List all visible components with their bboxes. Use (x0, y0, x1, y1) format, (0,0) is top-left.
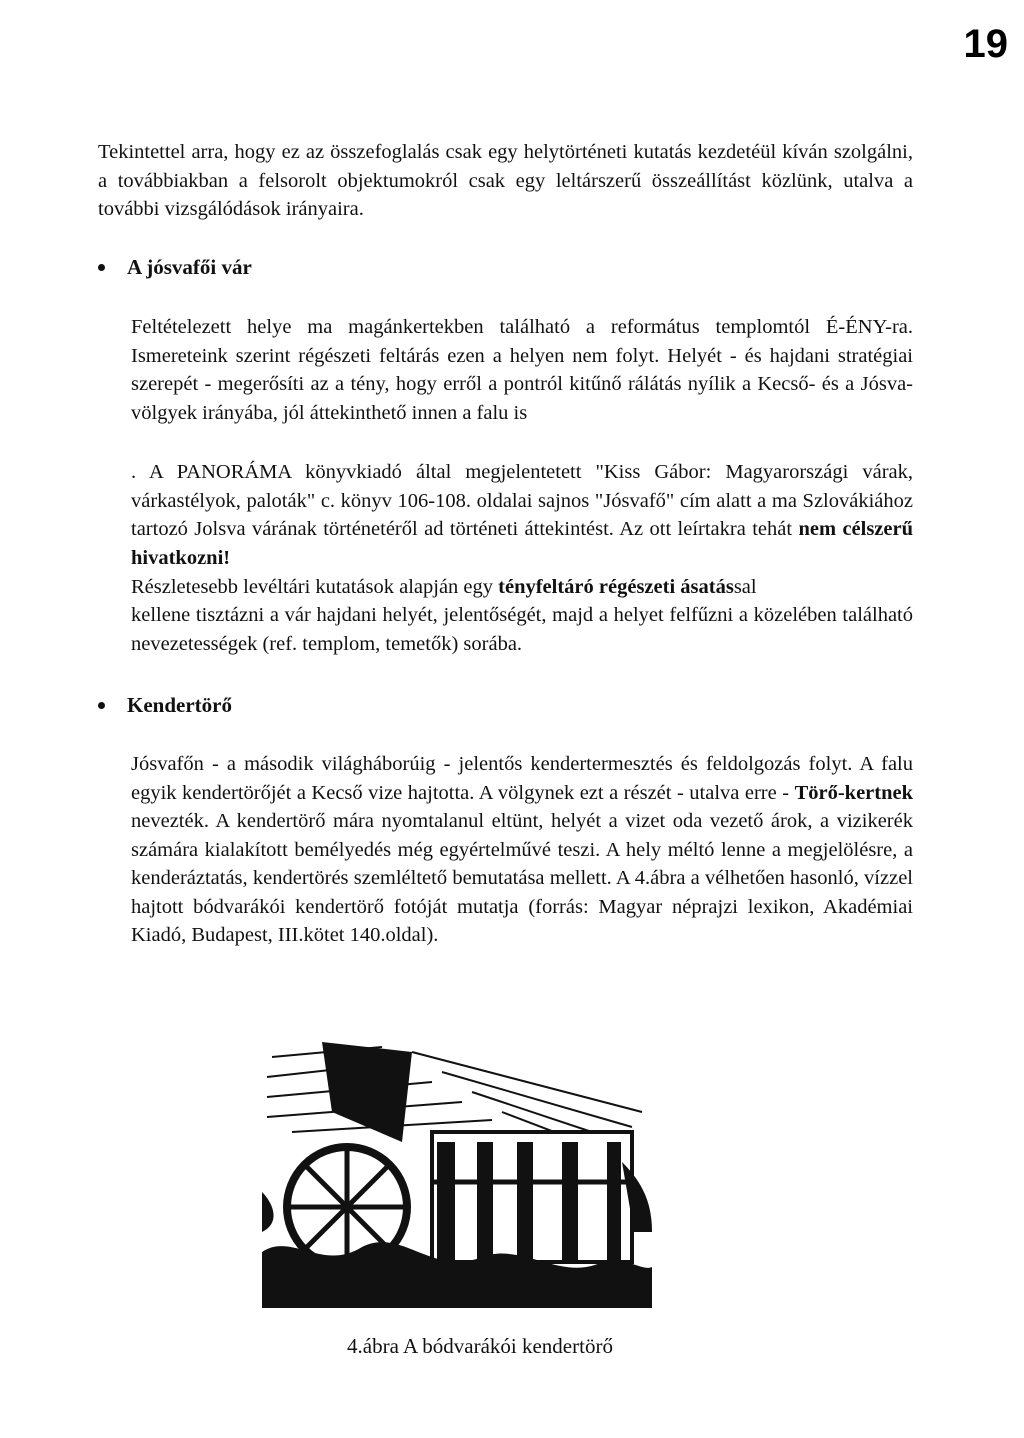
bullet-icon (98, 702, 105, 709)
section1-paragraph-4: kellene tisztázni a vár hajdani helyét, jelentőségét, majd a helyet felfűzni a közelében található nevezetességek (ref. templom, temetők) sorába. (131, 604, 913, 655)
section1-paragraph-3-text-a: Részletesebb levéltári kutatások alapján egy (131, 576, 494, 598)
section2-paragraph (131, 750, 913, 950)
page-number: 19 (963, 22, 1008, 66)
bullet-icon (98, 264, 105, 271)
intro-paragraph: Tekintettel arra, hogy ez az összefoglalás csak egy helytörténeti kutatás kezdetéül kíván szolgálni, a továbbiakban a felsorolt objektumokról csak egy leltárszerű összeállítást közlünk, utalva a további vizsgálódások irányaira. (98, 141, 913, 220)
section-heading-text: Kendertörő (127, 693, 232, 717)
section2-emphasis: Törő-kertnek (794, 781, 913, 804)
figure-caption (0, 1334, 1024, 1359)
figure-caption-text: 4.ábra A bódvarákói kendertörő (347, 1334, 613, 1358)
section1-paragraph-1: Feltételezett helye ma magánkertekben található a református templomtól É-ÉNY-ra. Ismereteink szerint régészeti feltárás ezen a helyen nem folyt. Helyét - és hajdani stratégiai szerepét - megerősíti az a tény, hogy erről a pontról kitűnő rálátás nyílik a Kecső- és a Jósva-völgyek irányába, jól áttekinthető innen a falu is (131, 316, 913, 424)
section-heading-josvafoi-var (98, 255, 252, 280)
section1-paragraph-2-text: . A PANORÁMA könyvkiadó által megjelentetett "Kiss Gábor: Magyarországi várak, várkastélyok, paloták" c. könyv 106-108. oldalai sajnos "Jósvafő" cím alatt a ma Szlovákiához tartozó Jolsva várának történetéről ad történeti áttekintést. Az ott leírtakra tehát (131, 461, 913, 540)
section-heading-kendertoro (98, 693, 232, 718)
section2-paragraph-text-b: nevezték. A kendertörő mára nyomtalanul eltünt, helyét a vizet oda vezető árok, a vizikerék számára kialakított bemélyedés még egyértelművé teszi. A hely méltó lenne a megjelölésre, a kenderáztatás, kendertörés szemléltető bemutatása mellett. A 4.ábra a vélhetően hasonló, vízzel hajtott bódvarákói kendertörő fotóját mutatja (forrás: Magyar néprajzi lexikon, Akadémiai Kiadó, Budapest, III.kötet 140.oldal). (131, 810, 913, 946)
section1-paragraph-3 (131, 573, 913, 602)
section1-paragraph-2 (131, 458, 913, 572)
figure-photo-kendertoro (262, 1032, 652, 1308)
section1-emphasis: nem célszerű hivatkozni! (131, 518, 914, 569)
section1-emphasis-2: tényfeltáró régészeti ásatás (498, 576, 734, 598)
section1-paragraph-3-text-b: sal (733, 576, 757, 598)
section2-paragraph-text-a: Jósvafőn - a második világháborúig - jelentős kendertermesztés és feldolgozás folyt. A falu egyik kendertörőjét a Kecső vize hajtotta. A völgynek ezt a részét - utalva erre - (131, 753, 913, 804)
section-heading-text: A jósvafői vár (127, 255, 252, 279)
